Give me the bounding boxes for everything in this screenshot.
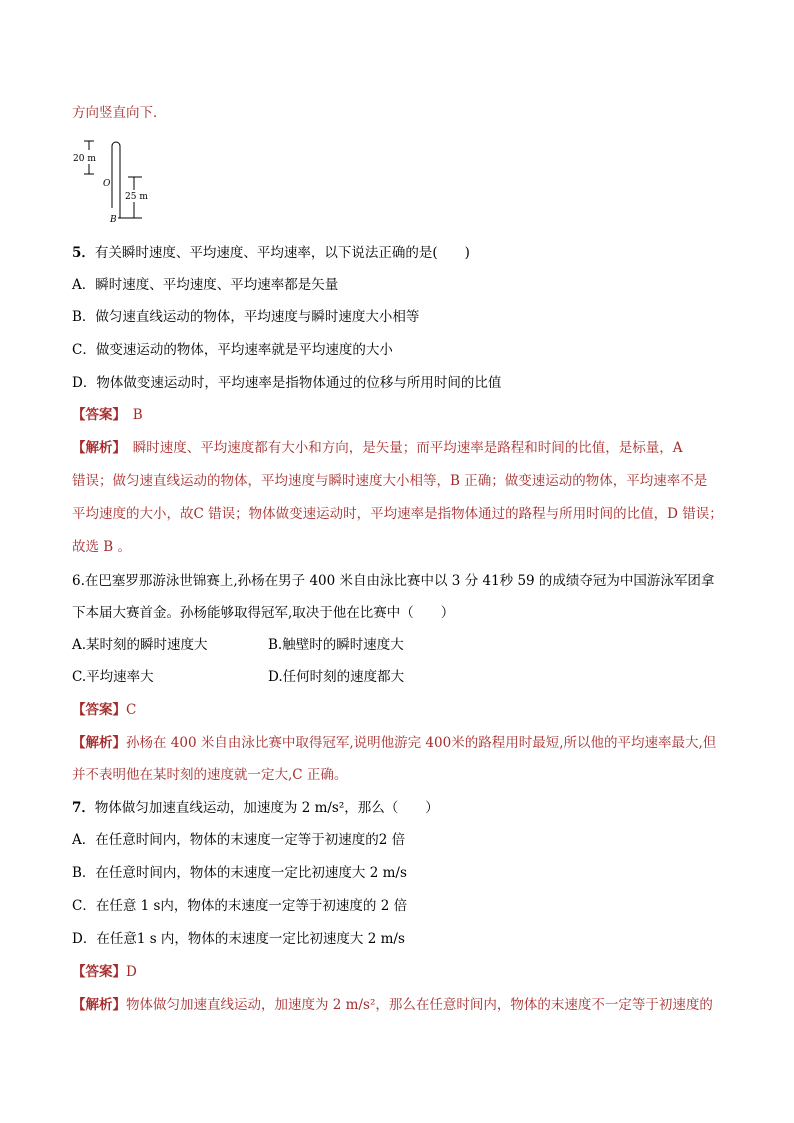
q5-analysis-line-4: 故选 B 。 [72,539,132,555]
q6-analysis-line-2: 并不表明他在某时刻的速度就一定大,C 正确。 [72,767,348,783]
q5-analysis-text-1: 瞬时速度、平均速度都有大小和方向，是矢量；而平均速率是路程和时间的比值，是标量，A [119,440,683,456]
q7-number: 7． [72,800,95,816]
q7-analysis-tag: 【解析】 [72,997,126,1013]
q6-options-row-2 [72,667,732,687]
label-B: B [110,215,117,225]
q5-option-d: D．物体做变速运动时，平均速率是指物体通过的位移与所用时间的比值 [72,375,502,391]
q5-stem [72,243,732,263]
label-25m: 25 m [125,192,148,202]
q7-analysis-text-1: 物体做匀加速直线运动，加速度为 2 m/s²，那么在任意时间内，物体的末速度不一定等于初速度的 [126,997,713,1013]
q5-option-a: A．瞬时速度、平均速度、平均速率都是矢量 [72,277,339,293]
label-20m: 20 m [73,154,96,164]
carryover-text: 方向竖直向下． [72,105,167,121]
q7-option-a: A．在任意时间内，物体的末速度一定等于初速度的2 倍 [72,832,406,848]
q5-stem-text: 有关瞬时速度、平均速度、平均速率，以下说法正确的是( ) [94,245,470,261]
q5-answer-value: B [119,407,143,423]
q6-option-a: A.某时刻的瞬时速度大 [72,637,208,653]
q6-answer [72,700,732,720]
label-O: O [103,179,111,189]
q5-option-b: B．做匀速直线运动的物体，平均速度与瞬时速度大小相等 [72,309,420,325]
q7-answer-value: D [126,964,137,980]
q7-option-b: B．在任意时间内，物体的末速度一定比初速度大 2 m/s [72,865,407,881]
q6-analysis-tag: 【解析】 [72,735,126,751]
q6-option-d: D.任何时刻的速度都大 [268,669,405,685]
q5-analysis-tag: 【解析】 [72,440,120,456]
q7-answer-tag: 【答案】 [72,964,126,980]
q5-analysis-line-3: 平均速度的大小，故C 错误；物体做变速运动时，平均速率是指物体通过的路程与所用时间的比值，D 错误； [72,506,723,522]
q7-option-c: C．在任意 1 s内，物体的末速度一定等于初速度的 2 倍 [72,898,408,914]
q6-analysis-line-1 [72,733,732,753]
q6-answer-value: C [126,702,137,718]
q6-answer-tag: 【答案】 [72,702,126,718]
q6-options-row-1 [72,635,732,655]
q6-stem-line-2: 下本届大赛首金。孙杨能够取得冠军,取决于他在比赛中（ ） [72,605,455,621]
q6-stem-line-1: 6.在巴塞罗那游泳世锦赛上,孙杨在男子 400 米自由泳比赛中以 3 分 41秒 59 的成绩夺冠为中国游泳军团拿 [72,573,715,589]
q5-option-c: C．做变速运动的物体，平均速率就是平均速度的大小 [72,342,393,358]
q7-stem-text: 物体做匀加速直线运动，加速度为 2 m/s²，那么（ ） [94,800,439,816]
motion-diagram [72,136,162,226]
q7-option-d: D．在任意1 s 内，物体的末速度一定比初速度大 2 m/s [72,931,405,947]
q5-answer-tag: 【答案】 [72,407,120,423]
q6-option-b: B.触壁时的瞬时速度大 [268,637,404,653]
motion-diagram-svg [72,136,162,226]
q5-analysis-line-1 [72,438,732,458]
q6-option-c: C.平均速率大 [72,669,154,685]
q5-answer [72,405,732,425]
q7-stem [72,798,732,818]
q5-analysis-line-2: 错误；做匀速直线运动的物体，平均速度与瞬时速度大小相等，B 正确；做变速运动的物体，平均速率不是 [72,473,708,489]
q6-analysis-text-1: 孙杨在 400 米自由泳比赛中取得冠军,说明他游完 400米的路程用时最短,所以他的平均速率最大,但 [126,735,717,751]
q7-analysis-line-1 [72,995,732,1015]
q7-answer [72,962,732,982]
q5-number: 5． [72,245,95,261]
